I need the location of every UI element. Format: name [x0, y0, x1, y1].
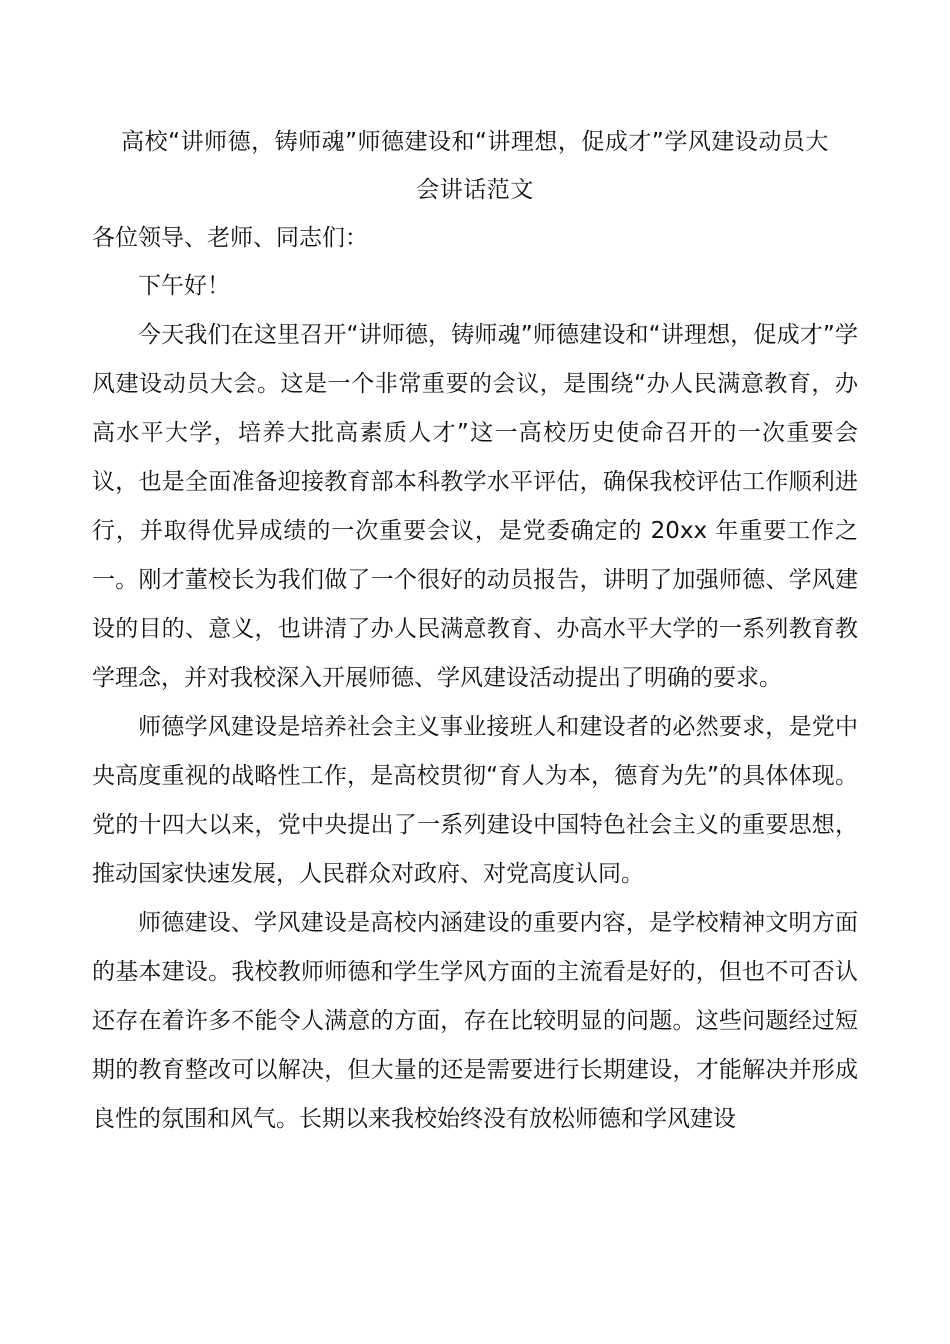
title-line-2: 会讲话范文 — [416, 177, 534, 203]
body-paragraph-2: 师德学风建设是培养社会主义事业接班人和建设者的必然要求，是党中央高度重视的战略性工作，是高校贯彻“育人为本，德育为先”的具体体现。党的十四大以来，党中央提出了一系列建设中国特色社会主义的重要思想，推动国家快速发展，人民群众对政府、对党高度认同。 — [92, 714, 858, 887]
body-paragraph-3: 师德建设、学风建设是高校内涵建设的重要内容，是学校精神文明方面的基本建设。我校教师师德和学生学风方面的主流看是好的，但也不可否认还存在着许多不能令人满意的方面，存在比较明显的问题。这些问题经过短期的教育整改可以解决，但大量的还是需要进行长期建设，才能解决并形成良性的氛围和风气。长期以来我校始终没有放松师德和学风建设 — [92, 910, 858, 1132]
body-paragraph-1: 今天我们在这里召开“讲师德，铸师魂”师德建设和“讲理想，促成才”学风建设动员大会。这是一个非常重要的会议，是围绕“办人民满意教育，办高水平大学，培养大批高素质人才”这一高校历史使命召开的一次重要会议，也是全面准备迎接教育部本科教学水平评估，确保我校评估工作顺利进行，并取得优异成绩的一次重要会议，是党委确定的 20xx 年重要工作之一。刚才董校长为我们做了一个很好的动员报告，讲明了加强师德、学风建设的目的、意义，也讲清了办人民满意教育、办高水平大学的一系列教育教学理念，并对我校深入开展师德、学风建设活动提出了明确的要求。 — [92, 322, 858, 691]
document-title — [92, 118, 858, 214]
salutation: 各位领导、老师、同志们： — [92, 225, 368, 251]
document-page — [92, 118, 858, 1144]
title-line-1: 高校“讲师德，铸师魂”师德建设和“讲理想，促成才”学风建设动员大 — [121, 129, 829, 155]
greeting: 下午好！ — [138, 273, 230, 299]
